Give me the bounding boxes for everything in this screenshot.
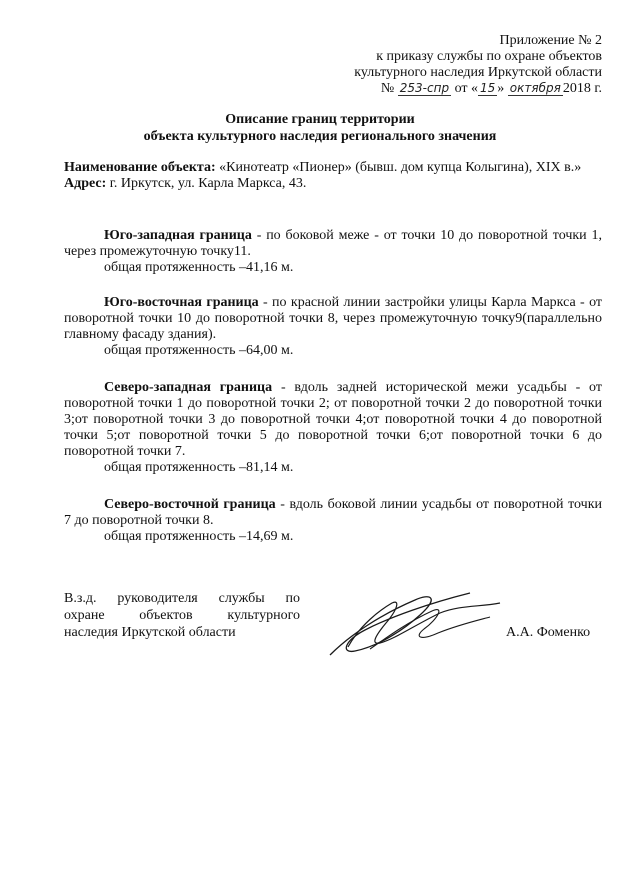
border-label: Юго-восточная граница [104, 295, 259, 310]
border-description [64, 380, 602, 460]
order-day: 15 [480, 81, 496, 95]
signatory-title-line: охране объектов культурного [64, 608, 300, 623]
order-year: 2018 г. [562, 81, 602, 96]
date-from: от « [454, 81, 478, 96]
appendix-line: Приложение № 2 [499, 33, 602, 48]
object-name [64, 160, 602, 176]
object-address-label: Адрес: [64, 176, 107, 191]
border-length: общая протяженность –64,00 м. [104, 343, 294, 358]
border-description [64, 228, 602, 260]
border-section-northwest [64, 380, 602, 476]
border-length: общая протяженность –41,16 м. [104, 260, 294, 275]
object-address [64, 176, 602, 192]
signatory-name: А.А. Фоменко [506, 625, 591, 640]
border-text: - по боковой меже - от точки 10 до поворотной точки 1, через промежуточную точку11. [64, 228, 603, 259]
order-number: 253-спр [399, 81, 450, 95]
title-line: объекта культурного наследия регионального значения [143, 129, 497, 144]
border-description [64, 295, 602, 343]
signatory-title [64, 591, 300, 642]
border-section-northeast [64, 497, 602, 545]
object-name-value: «Кинотеатр «Пионер» (бывш. дом купца Колыгина), XIX в.» [215, 160, 582, 175]
object-info [64, 160, 602, 192]
object-address-value: г. Иркутск, ул. Карла Маркса, 43. [106, 176, 307, 191]
border-section-southeast [64, 295, 602, 359]
border-text: - по красной линии застройки улицы Карла Маркса - от поворотной точки 10 до поворотной точки 8, через промежуточную точку9(параллельно главному фасаду здания). [64, 295, 603, 342]
appendix-line: культурного наследия Иркутской области [354, 65, 602, 80]
border-length: общая протяженность –81,14 м. [104, 460, 294, 475]
border-label: Юго-западная граница [104, 228, 252, 243]
border-length: общая протяженность –14,69 м. [104, 529, 294, 544]
document-title [0, 112, 640, 146]
number-sign: № [380, 81, 395, 96]
border-section-southwest [64, 228, 602, 276]
border-label: Северо-западная граница [104, 380, 273, 395]
order-number-line [354, 81, 602, 97]
appendix-header [354, 33, 602, 97]
object-name-label: Наименование объекта: [64, 160, 216, 175]
date-close-quote: » [497, 81, 505, 96]
signatory-title-line: В.з.д. руководителя службы по [64, 591, 300, 606]
handwritten-signature [320, 585, 510, 660]
border-text: - вдоль боковой линии усадьбы от поворотной точки 7 до поворотной точки 8. [64, 497, 602, 528]
title-line: Описание границ территории [225, 112, 415, 127]
border-description [64, 497, 602, 529]
border-text: - вдоль задней исторической межи усадьбы - от поворотной точки 1 до поворотной точки 2; от поворотной точки 2 до поворотной точки 3;от поворотной точки 3 до поворотной точки 4;от поворотной точки 4 до поворотной точки 5;от поворотной точки 5 до поворотной точки 6;от поворотной точки 6 до поворотной точки 7. [64, 380, 602, 459]
border-label: Северо-восточной граница [104, 497, 276, 512]
signatory-title-line: наследия Иркутской области [64, 625, 236, 640]
appendix-line: к приказу службы по охране объектов [376, 49, 602, 64]
order-month: октября [509, 81, 561, 95]
